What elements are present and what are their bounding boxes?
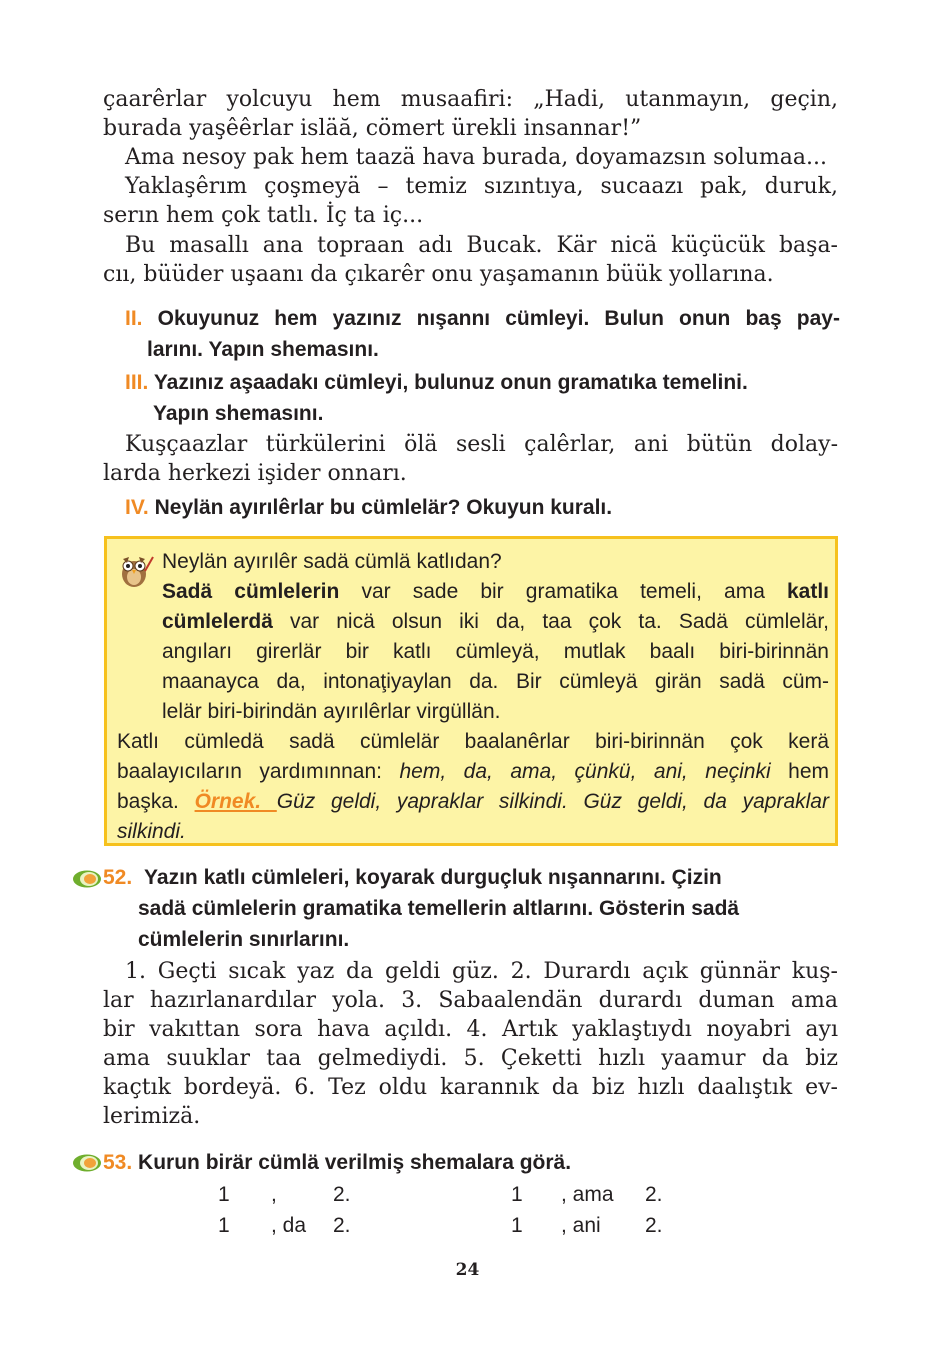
text-line: cıı, büüder uşaanı da çıkarêr onu yaşamanın büük yollarına. [103, 262, 774, 287]
task-number: II. [125, 307, 143, 330]
exercise-text: Kurun birär cümlä verilmiş shemalara görä. [138, 1151, 572, 1174]
rule-text-span: var sade bir gramatika temeli, ama [339, 580, 787, 603]
text-line: Yaklaşêrım çoşmeyä – temiz sızıntıya, sucaazı pak, duruk, [125, 174, 838, 199]
intro-paragraph-3 [103, 172, 838, 230]
text-line: 1. Geçti sıcak yaz da geldi güz. 2. Durardı açık günnär kuş- [125, 959, 838, 984]
example-text: Güz geldi, yapraklar silkindi. Güz geldi, da yapraklar [276, 790, 829, 813]
rule-line [117, 757, 829, 787]
exercise-number: 53. [103, 1151, 133, 1174]
text-line: lar hazırlanardılar yola. 3. Sabaalendän durardı duman ama [103, 988, 838, 1013]
rule-line: lelär biri-birindän ayırılêrlar virgüllän. [162, 700, 501, 723]
task-number: III. [125, 371, 149, 394]
rule-line: angıları girerlär bir katlı cümleyä, mutlak baalı biri-birinnän [162, 640, 829, 663]
text-line: bir vakıttan sora hava açıldı. 4. Artık yaklaştıydı noyabri ayı [103, 1017, 838, 1042]
exercise-text: cümlelerin sınırlarını. [138, 928, 350, 951]
exercise-53 [103, 1147, 843, 1178]
task-text: Neylän ayırılêrlar bu cümlelär? Okuyun kuralı. [154, 496, 613, 519]
exercise-number: 52. [103, 866, 133, 889]
schema-part: 2. [333, 1183, 351, 1206]
rule-question: Neylän ayırılêr sadä cümlä katlıdan? [162, 550, 502, 573]
rule-line: Katlı cümledä sadä cümlelär baalanêrlar biri-birinnän çok kerä [117, 730, 829, 753]
task-text: Yapın shemasını. [153, 402, 324, 425]
schema-part: 2. [645, 1214, 663, 1237]
schema-conjunction: , [271, 1183, 277, 1206]
rule-text-span: var nicä olsun iki da, taa çok ta. Sadä cümlelär, [272, 610, 829, 633]
rule-line [117, 787, 829, 817]
schema-part: 1 [511, 1183, 523, 1206]
schema-conjunction: , da [271, 1214, 307, 1237]
task-3 [125, 367, 840, 429]
text-line: Bu masallı ana topraan adı Bucak. Kär nicä küçücük başa- [125, 233, 838, 258]
text-line: larda herkezi işider onnarı. [103, 461, 407, 486]
text-line: çaarêrlar yolcuyu hem musaafiri: „Hadi, utanmayın, geçin, [103, 87, 838, 112]
schema-part: 1 [218, 1183, 230, 1206]
rule-term: katlı [786, 580, 830, 603]
schema-part: 1 [218, 1214, 230, 1237]
rule-text-span: baalayıcıların yardımınnan: [117, 760, 400, 783]
rule-text-span: başka. [117, 790, 195, 813]
rule-text-span: hem [770, 760, 829, 783]
schema-part: 2. [333, 1214, 351, 1237]
example-label: Örnek. [194, 790, 277, 813]
exercise-text: Yazın katlı cümleleri, koyarak durguçluk nışannarını. Çizin [144, 866, 722, 889]
rule-line [117, 607, 829, 637]
rule-line: maanayca da, intonaţiyaylan da. Bir cümleyä girän sadä cüm- [162, 670, 829, 693]
schema-part: 1 [511, 1214, 523, 1237]
rule-line [117, 577, 829, 607]
task-text: larını. Yapın shemasını. [147, 338, 379, 361]
rule-line [117, 817, 829, 847]
text-line: Kuşçaazlar türkülerini ölä sesli çalêrlar, ani bütün dolay- [125, 432, 838, 457]
exercise-52 [103, 862, 843, 955]
page-number: 24 [455, 1260, 480, 1280]
schema-conjunction: , ani [561, 1214, 601, 1237]
intro-paragraph-1 [103, 85, 838, 143]
rule-term: cümlelerdä [162, 610, 273, 633]
exercise-badge-icon [72, 870, 102, 888]
text-line: Ama nesoy pak hem taazä hava burada, doyamazsın solumaa... [125, 145, 827, 170]
rule-text [117, 547, 829, 847]
text-line: lerimizä. [103, 1104, 201, 1129]
intro-paragraph-2 [103, 143, 838, 172]
text-line: burada yaşêêrlar isläă, cömert ürekli insannar!” [103, 116, 642, 141]
exercise-text: sadä cümlelerin gramatika temellerin altlarını. Gösterin sadä [138, 897, 740, 920]
task-3-sentence [103, 430, 838, 488]
rule-box [104, 536, 838, 846]
intro-paragraph-4 [103, 231, 838, 289]
task-text: Okuyunuz hem yazınız nışannı cümleyi. Bulun onun baş pay- [157, 307, 840, 330]
example-text: silkindi. [117, 820, 186, 843]
task-2 [125, 303, 840, 365]
task-text: Yazınız aşaadakı cümleyi, bulunuz onun gramatıka temelini. [153, 371, 748, 394]
rule-term: Sadä cümlelerin [162, 580, 340, 603]
exercise-badge-icon [72, 1154, 102, 1172]
exercise-52-body [103, 957, 838, 1131]
schema-conjunction: , ama [561, 1183, 614, 1206]
task-number: IV. [125, 496, 149, 519]
conjunction-list: hem, da, ama, çünkü, ani, neçinki [399, 760, 771, 783]
schema-part: 2. [645, 1183, 663, 1206]
text-line: ama suuklar taa gelmediydi. 5. Çeketti hızlı yaamur da biz [103, 1046, 838, 1071]
text-line: kaçtık bordeyä. 6. Tez oldu karannık da biz hızlı daalıştık ev- [103, 1075, 838, 1100]
text-line: serın hem çok tatlı. İç ta iç... [103, 203, 424, 228]
task-4 [125, 492, 840, 523]
